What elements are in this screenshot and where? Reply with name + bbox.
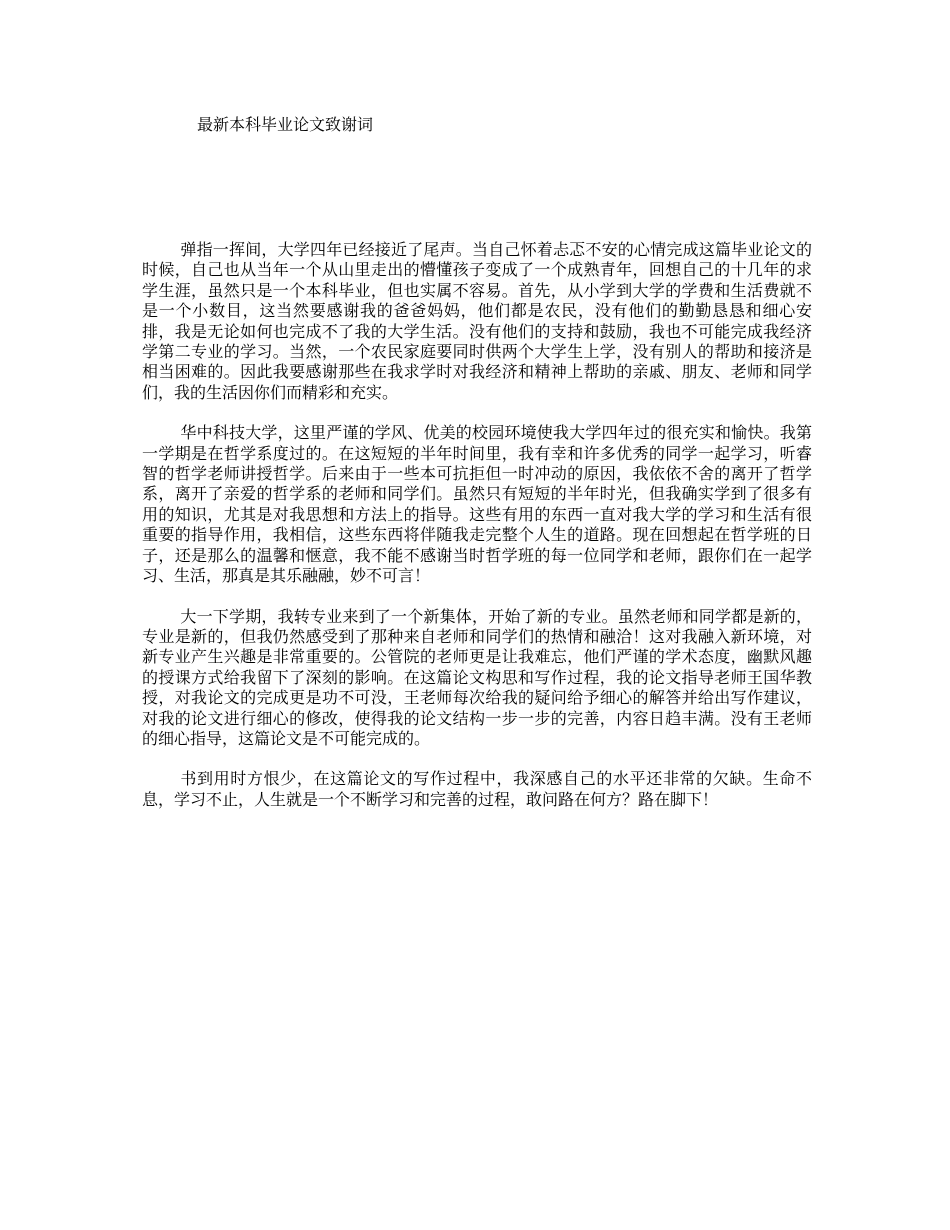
paragraph-1: 弹指一挥间，大学四年已经接近了尾声。当自己怀着忐忑不安的心情完成这篇毕业论文的时候，自己也从当年一个从山里走出的懵懂孩子变成了一个成熟青年，回想自己的十几年的求学生涯，虽然只是一个本科毕业，但也实属不容易。首先，从小学到大学的学费和生活费就不是一个小数目，这当然要感谢我的爸爸妈妈，他们都是农民，没有他们的勤勤恳恳和细心安排，我是无论如何也完成不了我的大学生活。没有他们的支持和鼓励，我也不可能完成我经济学第二专业的学习。当然，一个农民家庭要同时供两个大学生上学，没有别人的帮助和接济是相当困难的。因此我要感谢那些在我求学时对我经济和精神上帮助的亲戚、朋友、老师和同学们，我的生活因你们而精彩和充实。 (142, 240, 812, 402)
paragraph-4: 书到用时方恨少，在这篇论文的写作过程中，我深感自己的水平还非常的欠缺。生命不息，学习不止，人生就是一个不断学习和完善的过程，敢问路在何方？路在脚下！ (142, 769, 812, 809)
document-body (142, 240, 812, 830)
paragraph-3: 大一下学期，我转专业来到了一个新集体，开始了新的专业。虽然老师和同学都是新的，专业是新的，但我仍然感受到了那种来自老师和同学们的热情和融洽！这对我融入新环境，对新专业产生兴趣是非常重要的。公管院的老师更是让我难忘，他们严谨的学术态度，幽默风趣的授课方式给我留下了深刻的影响。在这篇论文构思和写作过程，我的论文指导老师王国华教授，对我论文的完成更是功不可没，王老师每次给我的疑问给予细心的解答并给出写作建议，对我的论文进行细心的修改，使得我的论文结构一步一步的完善，内容日趋丰满。没有王老师的细心指导，这篇论文是不可能完成的。 (142, 606, 812, 748)
document-title: 最新本科毕业论文致谢词 (197, 115, 374, 134)
paragraph-2: 华中科技大学，这里严谨的学风、优美的校园环境使我大学四年过的很充实和愉快。我第一学期是在哲学系度过的。在这短短的半年时间里，我有幸和许多优秀的同学一起学习，听睿智的哲学老师讲授哲学。后来由于一些本可抗拒但一时冲动的原因，我依依不舍的离开了哲学系，离开了亲爱的哲学系的老师和同学们。虽然只有短短的半年时光，但我确实学到了很多有用的知识，尤其是对我思想和方法上的指导。这些有用的东西一直对我大学的学习和生活有很重要的指导作用，我相信，这些东西将伴随我走完整个人生的道路。现在回想起在哲学班的日子，还是那么的温馨和惬意，我不能不感谢当时哲学班的每一位同学和老师，跟你们在一起学习、生活，那真是其乐融融，妙不可言！ (142, 423, 812, 586)
